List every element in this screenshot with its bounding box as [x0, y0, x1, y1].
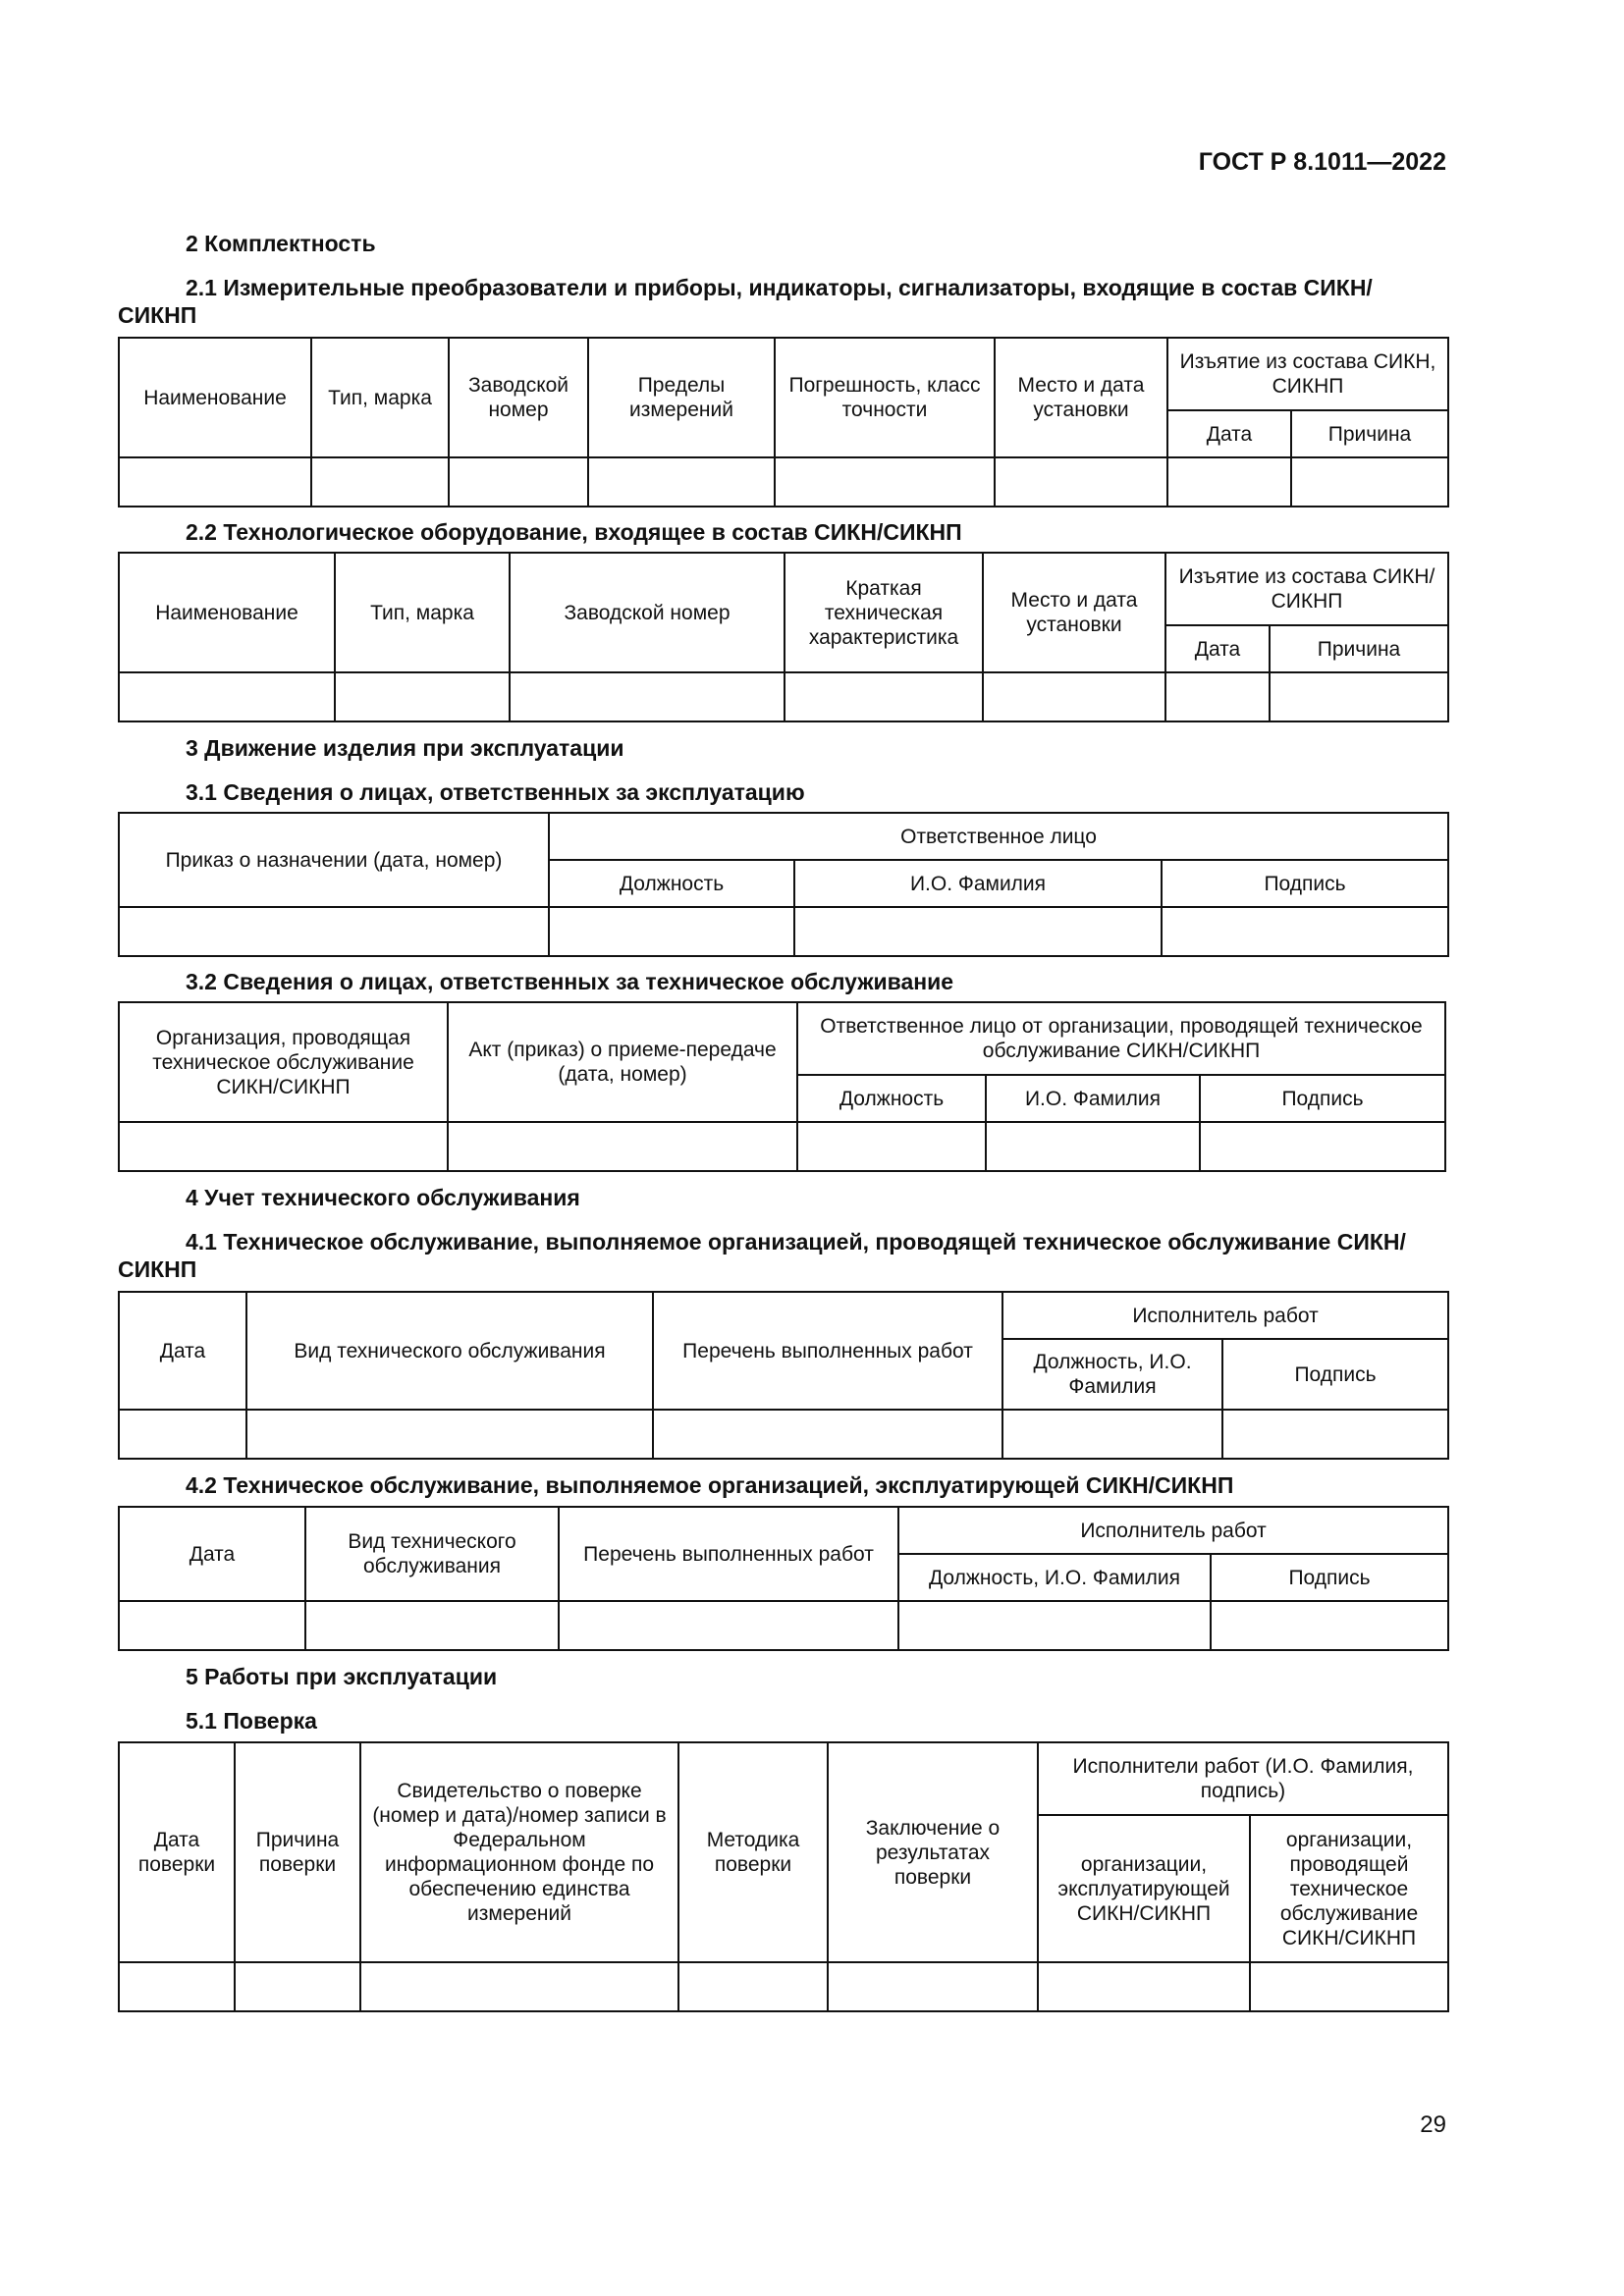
section-2-1-heading: 2.1 Измерительные преобразователи и приборы, индикаторы, сигнализаторы, входящие в состав СИКН/СИКНП	[118, 275, 1373, 328]
col-error: Погрешность, класс точности	[775, 338, 995, 457]
empty-cell	[678, 1962, 828, 2011]
empty-cell	[1270, 672, 1448, 721]
section-3-1-heading: 3.1 Сведения о лицах, ответственных за эксплуатацию	[186, 779, 805, 805]
empty-cell	[119, 1122, 448, 1171]
empty-cell	[797, 1122, 986, 1171]
empty-cell	[311, 457, 449, 507]
empty-cell	[119, 1962, 235, 2011]
section-4-heading: 4 Учет технического обслуживания	[186, 1185, 580, 1210]
col-org-exploit: организации, эксплуатирующей СИКН/СИКНП	[1038, 1815, 1250, 1962]
empty-cell	[898, 1601, 1211, 1650]
empty-cell	[1250, 1962, 1448, 2011]
document-header: ГОСТ Р 8.1011—2022	[1198, 148, 1446, 176]
col-reason: Причина	[1270, 625, 1448, 672]
col-work-list: Перечень выполненных работ	[653, 1292, 1002, 1410]
col-sign: Подпись	[1200, 1075, 1445, 1122]
empty-cell	[775, 457, 995, 507]
col-place-date: Место и дата установки	[983, 553, 1165, 672]
col-org-service: организации, проводящей техническое обслуживание СИКН/СИКНП	[1250, 1815, 1448, 1962]
table-row	[119, 457, 1448, 507]
empty-cell	[1222, 1410, 1448, 1459]
col-act: Акт (приказ) о приеме-передаче (дата, номер)	[448, 1002, 797, 1122]
empty-cell	[986, 1122, 1200, 1171]
table-row	[119, 1601, 1448, 1650]
empty-cell	[305, 1601, 559, 1650]
empty-cell	[119, 1601, 305, 1650]
col-date: Дата	[1167, 410, 1291, 457]
col-factory-number: Заводской номер	[449, 338, 588, 457]
empty-cell	[653, 1410, 1002, 1459]
empty-cell	[559, 1601, 898, 1650]
empty-cell	[1038, 1962, 1250, 2011]
table-row	[119, 1962, 1448, 2011]
empty-cell	[119, 907, 549, 956]
table-maintenance-service-org	[118, 1291, 1449, 1460]
empty-cell	[449, 457, 588, 507]
col-date: Дата	[1165, 625, 1270, 672]
empty-cell	[119, 672, 335, 721]
col-name: Наименование	[119, 338, 311, 457]
col-type: Тип, марка	[335, 553, 510, 672]
col-position: Должность	[549, 860, 794, 907]
table-operation-responsible	[118, 812, 1449, 957]
table-row	[119, 907, 1448, 956]
empty-cell	[335, 672, 510, 721]
section-2-2-heading: 2.2 Технологическое оборудование, входящее в состав СИКН/СИКНП	[186, 519, 962, 545]
empty-cell	[1200, 1122, 1445, 1171]
col-responsible: Ответственное лицо от организации, проводящей техническое обслуживание СИКН/СИКНП	[797, 1002, 1445, 1075]
col-verification-reason: Причина поверки	[235, 1742, 360, 1962]
col-verification-date: Дата поверки	[119, 1742, 235, 1962]
col-service-kind: Вид технического обслуживания	[305, 1507, 559, 1601]
col-executor: Исполнитель работ	[898, 1507, 1448, 1554]
col-sign: Подпись	[1222, 1339, 1448, 1410]
section-5-heading: 5 Работы при эксплуатации	[186, 1664, 498, 1689]
col-executor: Исполнитель работ	[1002, 1292, 1448, 1339]
col-executors: Исполнители работ (И.О. Фамилия, подпись)	[1038, 1742, 1448, 1815]
table-equipment	[118, 552, 1449, 722]
col-spec: Краткая техническая характеристика	[785, 553, 983, 672]
empty-cell	[785, 672, 983, 721]
table-row	[119, 1122, 1445, 1171]
col-date: Дата	[119, 1292, 246, 1410]
empty-cell	[794, 907, 1162, 956]
table-service-responsible	[118, 1001, 1446, 1172]
table-verification	[118, 1741, 1449, 2012]
empty-cell	[360, 1962, 678, 2011]
page-number: 29	[1420, 2111, 1446, 2138]
col-limits: Пределы измерений	[588, 338, 775, 457]
empty-cell	[1291, 457, 1448, 507]
empty-cell	[1002, 1410, 1222, 1459]
empty-cell	[510, 672, 785, 721]
section-5-1-heading: 5.1 Поверка	[186, 1708, 317, 1734]
col-sign: Подпись	[1162, 860, 1448, 907]
col-position-fio: Должность, И.О. Фамилия	[1002, 1339, 1222, 1410]
empty-cell	[119, 1410, 246, 1459]
col-fio: И.О. Фамилия	[986, 1075, 1200, 1122]
section-4-2-heading: 4.2 Техническое обслуживание, выполняемое организацией, эксплуатирующей СИКН/СИКНП	[186, 1472, 1234, 1498]
col-service-kind: Вид технического обслуживания	[246, 1292, 653, 1410]
col-conclusion: Заключение о результатах поверки	[828, 1742, 1038, 1962]
col-name: Наименование	[119, 553, 335, 672]
col-order: Приказ о назначении (дата, номер)	[119, 813, 549, 907]
section-2-heading: 2 Комплектность	[186, 231, 376, 256]
col-place-date: Место и дата установки	[995, 338, 1167, 457]
col-withdraw: Изъятие из состава СИКН/ СИКНП	[1165, 553, 1448, 625]
empty-cell	[246, 1410, 653, 1459]
empty-cell	[1167, 457, 1291, 507]
empty-cell	[588, 457, 775, 507]
col-factory-number: Заводской номер	[510, 553, 785, 672]
empty-cell	[1211, 1601, 1448, 1650]
col-sign: Подпись	[1211, 1554, 1448, 1601]
empty-cell	[119, 457, 311, 507]
col-position-fio: Должность, И.О. Фамилия	[898, 1554, 1211, 1601]
table-maintenance-exploit-org	[118, 1506, 1449, 1651]
col-responsible: Ответственное лицо	[549, 813, 1448, 860]
table-row	[119, 1410, 1448, 1459]
section-3-heading: 3 Движение изделия при эксплуатации	[186, 735, 624, 761]
col-type: Тип, марка	[311, 338, 449, 457]
col-organization: Организация, проводящая техническое обслуживание СИКН/СИКНП	[119, 1002, 448, 1122]
table-instruments	[118, 337, 1449, 507]
col-reason: Причина	[1291, 410, 1448, 457]
section-4-1-heading: 4.1 Техническое обслуживание, выполняемое организацией, проводящей техническое обслуживание СИКН/СИКНП	[118, 1229, 1406, 1282]
col-work-list: Перечень выполненных работ	[559, 1507, 898, 1601]
empty-cell	[448, 1122, 797, 1171]
col-withdraw: Изъятие из состава СИКН, СИКНП	[1167, 338, 1448, 410]
col-position: Должность	[797, 1075, 986, 1122]
empty-cell	[828, 1962, 1038, 2011]
empty-cell	[549, 907, 794, 956]
empty-cell	[983, 672, 1165, 721]
table-row	[119, 672, 1448, 721]
col-date: Дата	[119, 1507, 305, 1601]
section-3-2-heading: 3.2 Сведения о лицах, ответственных за техническое обслуживание	[186, 969, 954, 994]
empty-cell	[995, 457, 1167, 507]
empty-cell	[235, 1962, 360, 2011]
col-certificate: Свидетельство о поверке (номер и дата)/номер записи в Федеральном информационном фонде по обеспечению единства измерений	[360, 1742, 678, 1962]
empty-cell	[1165, 672, 1270, 721]
col-fio: И.О. Фамилия	[794, 860, 1162, 907]
col-method: Методика поверки	[678, 1742, 828, 1962]
empty-cell	[1162, 907, 1448, 956]
